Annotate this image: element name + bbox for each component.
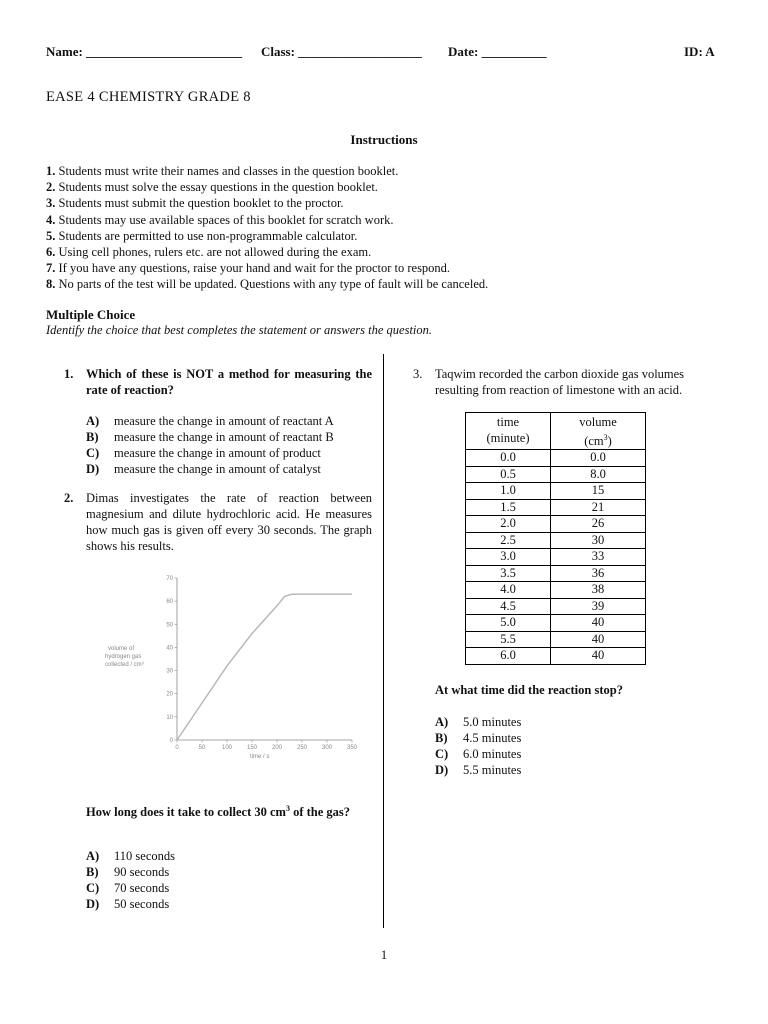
instruction-item: 7. If you have any questions, raise your hand and wait for the proctor to respond. xyxy=(46,261,451,276)
y-tick-label: 60 xyxy=(166,599,173,606)
y-tick-label: 20 xyxy=(166,691,173,698)
volume-cell: 21 xyxy=(551,499,646,516)
x-tick-label: 350 xyxy=(346,745,358,751)
page-title: EASE 4 CHEMISTRY GRADE 8 xyxy=(46,89,251,105)
question-number: 1. xyxy=(64,367,74,381)
time-cell: 2.0 xyxy=(466,516,551,533)
volume-cell: 26 xyxy=(551,516,646,533)
time-cell: 3.0 xyxy=(466,549,551,566)
y-tick-label: 0 xyxy=(169,738,173,744)
page-number: 1 xyxy=(380,948,388,962)
y-tick-label: 70 xyxy=(166,576,173,582)
question-number: 2. xyxy=(64,491,74,505)
option-d[interactable]: D) measure the change in amount of catalyst xyxy=(86,462,321,476)
question-3 xyxy=(413,366,733,786)
y-axis-label-3: collected / cm³ xyxy=(105,662,144,668)
x-tick-label: 0 xyxy=(175,745,179,751)
instruction-item: 8. No parts of the test will be updated. Questions with any type of fault will be canceled. xyxy=(46,277,489,292)
table-row xyxy=(466,466,646,483)
option-d[interactable]: D) 5.5 minutes xyxy=(435,763,522,777)
time-cell: 1.0 xyxy=(466,483,551,500)
instructions-heading: Instructions xyxy=(350,132,418,147)
question-prompt: How long does it take to collect 30 $cm^3$ of the gas? xyxy=(86,804,351,820)
table-row xyxy=(466,631,646,648)
question-1 xyxy=(64,366,372,486)
class-field: Class: ___________________ xyxy=(261,44,422,59)
question-text: Taqwim recorded the carbon dioxide gas volumes resulting from reaction of limestone with an acid. xyxy=(435,367,685,397)
volume-cell: 8.0 xyxy=(551,466,646,483)
time-cell: 3.5 xyxy=(466,565,551,582)
table-row xyxy=(466,516,646,533)
section-heading: Multiple Choice xyxy=(46,307,136,322)
time-cell: 5.0 xyxy=(466,615,551,632)
table-row xyxy=(466,450,646,467)
x-tick-label: 100 xyxy=(221,745,233,751)
table-row xyxy=(466,549,646,566)
instructions-list xyxy=(46,163,726,293)
table-row xyxy=(466,615,646,632)
volume-cell: 30 xyxy=(551,532,646,549)
volume-cell: 33 xyxy=(551,549,646,566)
id-label: ID: A xyxy=(684,44,715,59)
volume-cell: 0.0 xyxy=(551,450,646,467)
instruction-item: 2. Students must solve the essay questions in the question booklet. xyxy=(46,180,378,195)
data-table xyxy=(465,412,646,665)
option-a[interactable]: A) measure the change in amount of reactant A xyxy=(86,414,334,428)
option-c[interactable]: C) measure the change in amount of product xyxy=(86,446,321,460)
option-c[interactable]: C) 6.0 minutes xyxy=(435,747,522,761)
time-cell: 1.5 xyxy=(466,499,551,516)
option-b[interactable]: B) 4.5 minutes xyxy=(435,731,522,745)
y-tick-label: 10 xyxy=(166,714,173,721)
question-text: Which of these is NOT a method for measuring the rate of reaction? xyxy=(86,367,372,397)
option-d[interactable]: D) 50 seconds xyxy=(86,897,170,911)
volume-cell: 36 xyxy=(551,565,646,582)
table-row xyxy=(466,499,646,516)
y-tick-label: 50 xyxy=(166,622,173,629)
x-tick-label: 200 xyxy=(271,745,283,751)
option-b[interactable]: B) 90 seconds xyxy=(86,865,170,879)
y-axis-label-1: volume of xyxy=(108,646,135,652)
table-header-volume: volume $(cm^3)$ xyxy=(551,413,646,450)
table-row xyxy=(466,598,646,615)
column-divider xyxy=(383,354,384,928)
instruction-item: 5. Students are permitted to use non-programmable calculator. xyxy=(46,228,358,243)
option-a[interactable]: A) 5.0 minutes xyxy=(435,715,522,729)
x-tick-label: 300 xyxy=(321,745,333,751)
question-text: Dimas investigates the rate of reaction between magnesium and dilute hydrochloric acid. He measures how much gas is given off every 30 seconds. The graph shows his results. xyxy=(86,491,372,553)
time-cell: 5.5 xyxy=(466,631,551,648)
volume-cell: 38 xyxy=(551,582,646,599)
instruction-item: 1. Students must write their names and classes in the question booklet. xyxy=(46,164,399,178)
gas-volume-chart xyxy=(88,570,363,770)
time-cell: 0.0 xyxy=(466,450,551,467)
section-subheading: Identify the choice that best completes the statement or answers the question. xyxy=(46,323,433,337)
volume-cell: 40 xyxy=(551,631,646,648)
y-tick-label: 30 xyxy=(166,668,173,675)
y-tick-label: 40 xyxy=(166,645,173,652)
y-axis-label-2: hydrogen gas xyxy=(105,654,142,660)
x-tick-label: 250 xyxy=(296,745,308,751)
question-prompt: At what time did the reaction stop? xyxy=(435,683,623,697)
x-tick-label: 150 xyxy=(246,745,258,751)
time-cell: 2.5 xyxy=(466,532,551,549)
table-row xyxy=(466,532,646,549)
table-row xyxy=(466,648,646,665)
time-cell: 6.0 xyxy=(466,648,551,665)
instruction-item: 3. Students must submit the question booklet to the proctor. xyxy=(46,196,344,211)
x-tick-label: 50 xyxy=(198,745,206,751)
name-field: Name: ________________________ xyxy=(46,44,243,59)
volume-cell: 40 xyxy=(551,648,646,665)
option-b[interactable]: B) measure the change in amount of reactant B xyxy=(86,430,334,444)
option-a[interactable]: A) 110 seconds xyxy=(86,849,175,863)
time-cell: 4.0 xyxy=(466,582,551,599)
time-cell: 0.5 xyxy=(466,466,551,483)
instruction-item: 6. Using cell phones, rulers etc. are not allowed during the exam. xyxy=(46,245,372,260)
table-row xyxy=(466,582,646,599)
x-axis-label: time / s xyxy=(250,754,270,760)
data-line xyxy=(177,594,352,740)
date-field: Date: __________ xyxy=(448,44,547,59)
time-cell: 4.5 xyxy=(466,598,551,615)
volume-cell: 15 xyxy=(551,483,646,500)
question-number: 3. xyxy=(413,367,423,381)
table-row xyxy=(466,483,646,500)
table-row xyxy=(466,565,646,582)
instruction-item: 4. Students may use available spaces of this booklet for scratch work. xyxy=(46,212,394,227)
volume-cell: 39 xyxy=(551,598,646,615)
option-c[interactable]: C) 70 seconds xyxy=(86,881,170,895)
table-header-time: time (minute) xyxy=(466,413,551,450)
volume-cell: 40 xyxy=(551,615,646,632)
